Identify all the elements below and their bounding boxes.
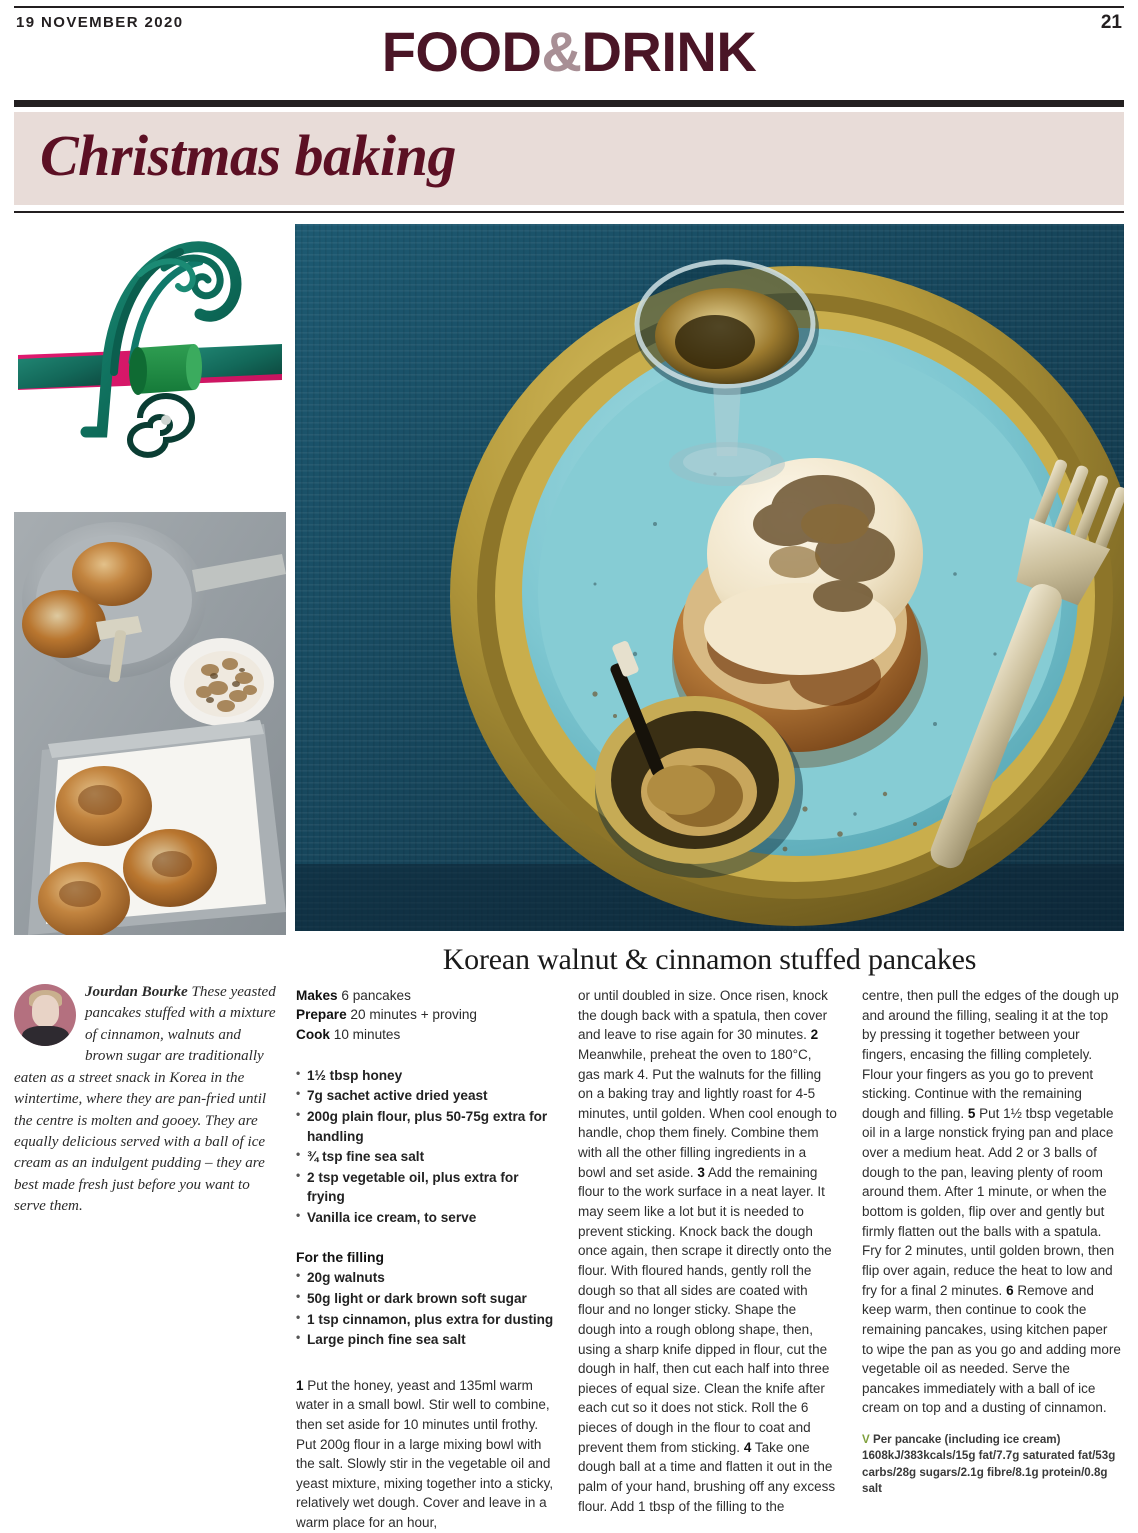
author-avatar [14,984,76,1046]
author-name: Jourdan Bourke [85,984,188,1000]
christmas-baking-banner [14,112,1124,205]
ingredients-list [296,1066,555,1228]
recipe-column-1 [296,986,555,1533]
ingredient-item: • 1½ tbsp honey [296,1066,555,1086]
nutrition-info [862,1432,1121,1497]
ingredient-item: • ¾ tsp fine sea salt [296,1147,555,1167]
section-title-drink: DRINK [581,20,757,83]
makes-value: 6 pancakes [341,988,411,1003]
masthead [0,10,1138,98]
ingredient-item: • 200g plain flour, plus 50-75g extra for handling [296,1107,555,1146]
ribbon-illustration [14,222,286,480]
banner-bottom-rule [14,211,1124,213]
prepare-label: Prepare [296,1007,347,1023]
method-text-col3: centre, then pull the edges of the dough up and around the filling, sealing it at the top by pressing it together between your fingers, encasing the filling completely. Flour your fingers as you go to prevent sticking. Continue with the remaining dough and filling. 5 Put 1½ tbsp vegetable oil in a large nonstick frying pan and place over a medium heat. Add 2 or 3 balls of dough to the pan, leaving plenty of room around them. After 1 minute, or when the bottom is golden, flip over and gently but firmly flatten out the balls with a spatula. Fry for 2 minutes, until golden brown, then flip over again, reduce the heat to low and fry for a final 2 minutes. 6 Remove and keep warm, then continue to cook the remaining pancakes, using kitchen paper to wipe the pan as you go and adding more vegetable oil as needed. Serve the pancakes immediately with a ball of ice cream on top and a dusting of cinnamon. [862,988,1121,1416]
page-number: 21 [1100,12,1122,33]
pancakes-tray-photo [14,512,286,935]
recipe-column-2 [578,986,837,1516]
section-title-food: FOOD [381,20,542,83]
cook-label: Cook [296,1026,330,1042]
method-text-col1: 1 Put the honey, yeast and 135ml warm water in a small bowl. Stir well to combine, then set aside for 10 minutes until frothy. Put 200g flour in a large mixing bowl with the salt. Slowly stir in the vegetable oil and yeast mixture, mixing together into a sticky, relatively wet dough. Cover and leave in a warm place for an hour, [296,1377,554,1531]
filling-ingredient-item: • 50g light or dark brown soft sugar [296,1289,555,1309]
ingredient-item: • 7g sachet active dried yeast [296,1086,555,1106]
top-rule [14,6,1124,8]
nutrition-values: 1608kJ/383kcals/15g fat/7.7g saturated fat/53g carbs/28g sugars/2.1g fibre/8.1g protein/0.8g salt [862,1449,1116,1495]
byline-block [14,982,276,1218]
issue-date: 19 NOVEMBER 2020 [16,14,184,31]
avatar-face [32,995,59,1027]
ribbon-illustration-svg [14,222,286,480]
section-title-ampersand: & [541,20,582,83]
cook-line [296,1025,555,1044]
recipe-title: Korean walnut & cinnamon stuffed pancakes [442,943,977,976]
nutrition-label: Per pancake (including ice cream) [872,1433,1061,1447]
ingredient-item: • 2 tsp vegetable oil, plus extra for frying [296,1168,555,1207]
banner-title: Christmas baking [40,123,456,188]
cook-value: 10 minutes [333,1026,401,1042]
filling-ingredient-item: • 1 tsp cinnamon, plus extra for dusting [296,1310,555,1330]
makes-line [296,986,555,1005]
filling-ingredients-list [296,1268,555,1349]
intro-copy: These yeasted pancakes stuffed with a mixture of cinnamon, walnuts and brown sugar are traditionally eaten as a street snack in Korea in the wintertime, where they are pan-fried until the centre is molten and gooey. They are equally delicious served with a ball of ice cream as an indulgent pudding – they are best made fresh just before you want to serve them. [14,984,276,1215]
pancakes-tray-photo-svg [14,512,286,935]
masthead-bottom-rule [14,100,1124,107]
method-text-col2: or until doubled in size. Once risen, knock the dough back with a spatula, then cover and leave to rise again for 30 minutes. 2 Meanwhile, preheat the oven to 180°C, gas mark 4. Put the walnuts for the filling on a baking tray and lightly roast for 4-5 minutes, until golden. When cool enough to handle, chop them finely. Combine them with all the other filling ingredients in a bowl and set aside. 3 Add the remaining flour to the work surface in a neat layer. It may seem like a lot but it is needed to prevent sticking. Knock back the dough once again, then scrape it directly onto the flour. With floured hands, gently roll the dough so that all sides are coated with flour and no longer sticky. Shape the dough into a rough oblong shape, then, using a sharp knife dipped in flour, cut the dough in half, then cut each half into three pieces of equal size. Clean the knife after each cut so it does not stick. Roll the 6 pieces of dough in the flour to coat and prevent them from sticking. 4 Take one dough ball at a time and flatten it out in the palm of your hand, brushing off any excess flour. Add 1 tbsp of the filling to the [578,988,837,1514]
prepare-line [296,1005,555,1024]
filling-ingredient-item: • Large pinch fine sea salt [296,1330,555,1350]
prepare-value: 20 minutes + proving [350,1007,477,1023]
filling-ingredient-item: • 20g walnuts [296,1268,555,1288]
makes-label: Makes [296,988,338,1003]
avatar-body [22,1026,69,1046]
recipe-column-3 [862,986,1121,1497]
ingredient-item: • Vanilla ice cream, to serve [296,1208,555,1228]
hero-pancake-photo-svg [295,224,1124,931]
vegetarian-icon: V [862,1433,870,1447]
filling-heading: For the filling [296,1249,384,1266]
hero-pancake-photo [295,224,1124,931]
